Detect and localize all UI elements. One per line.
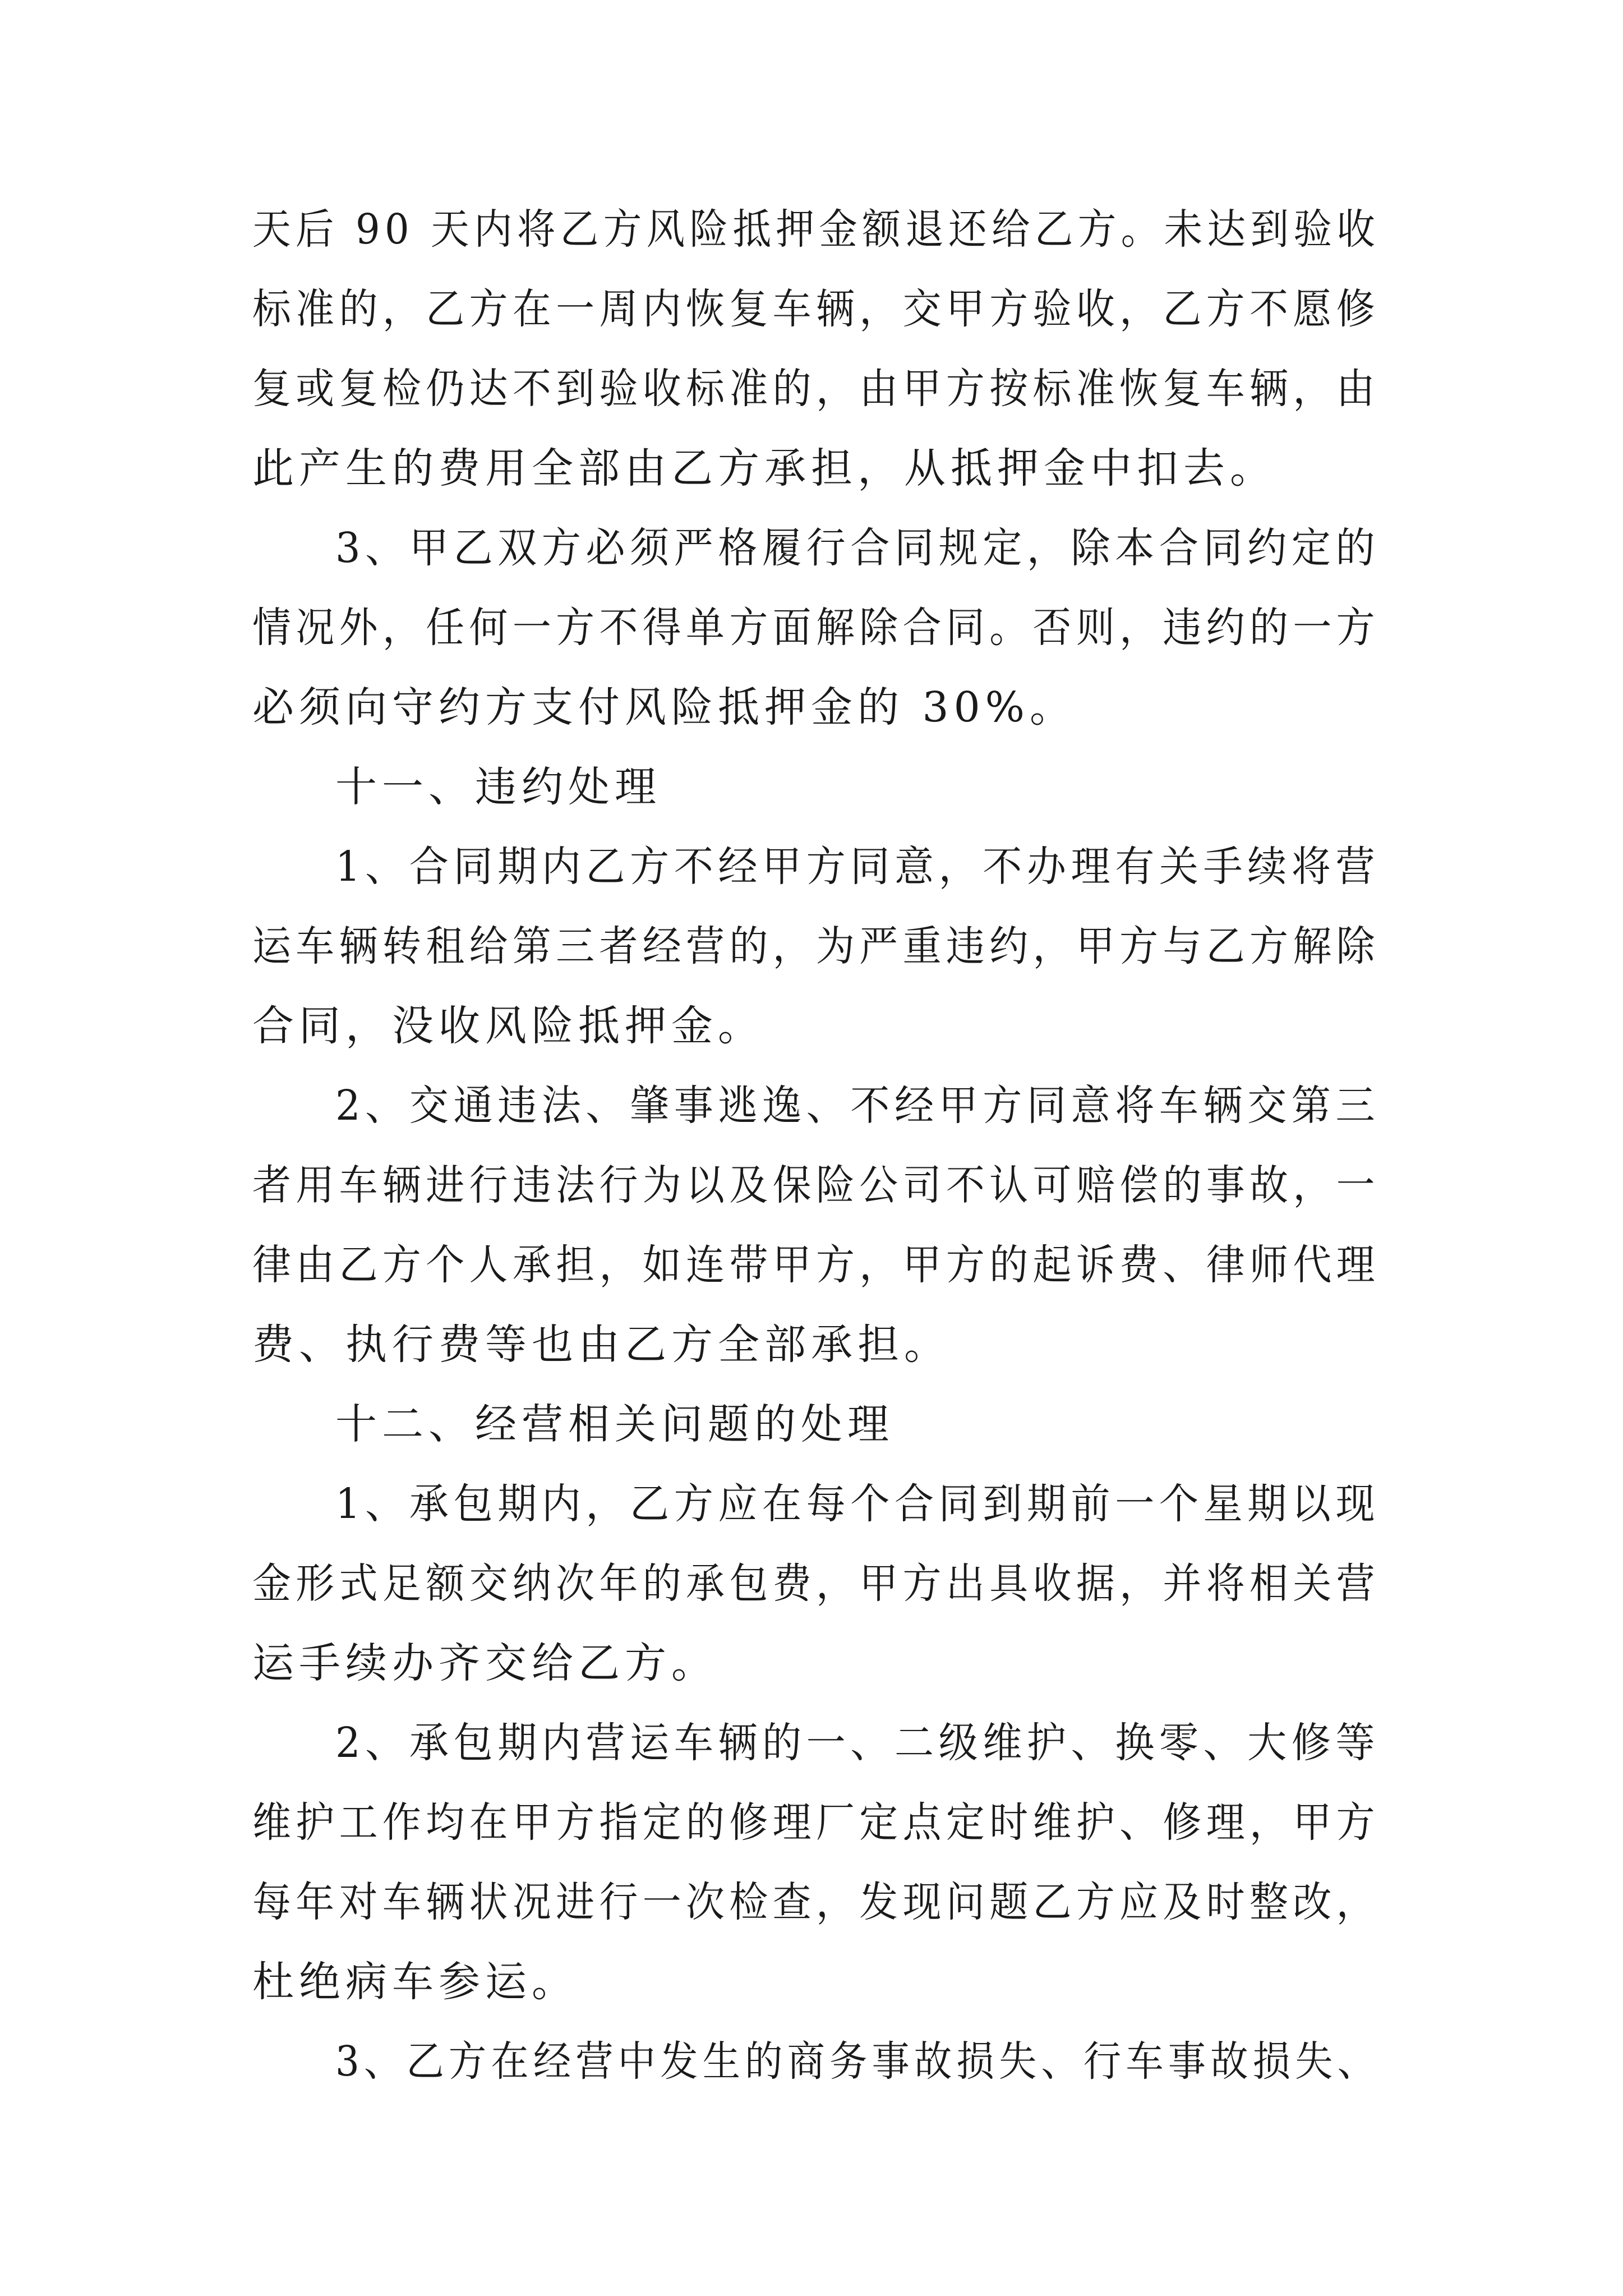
text-line: 1、合同期内乙方不经甲方同意，不办理有关手续将营 (335, 843, 1380, 891)
text-line: 必须向守约方支付风险抵押金的 30%。 (252, 683, 1076, 731)
text-line: 运手续办齐交给乙方。 (252, 1639, 718, 1687)
text-line: 1、承包期内，乙方应在每个合同到期前一个星期以现 (335, 1480, 1380, 1528)
text-line: 费、执行费等也由乙方全部承担。 (252, 1320, 951, 1369)
section-heading: 十二、经营相关问题的处理 (335, 1400, 894, 1448)
text-line: 律由乙方个人承担，如连带甲方，甲方的起诉费、律师代理 (252, 1241, 1380, 1289)
text-line: 天后 90 天内将乙方风险抵押金额退还给乙方。未达到验收 (252, 205, 1380, 254)
text-line: 金形式足额交纳次年的承包费，甲方出具收据，并将相关营 (252, 1559, 1380, 1608)
text-line: 合同，没收风险抵押金。 (252, 1002, 764, 1050)
text-line: 3、甲乙双方必须严格履行合同规定，除本合同约定的 (335, 524, 1380, 572)
text-line: 杜绝病车参运。 (252, 1958, 578, 2006)
text-line: 维护工作均在甲方指定的修理厂定点定时维护、修理，甲方 (252, 1798, 1380, 1847)
text-line: 者用车辆进行违法行为以及保险公司不认可赔偿的事故，一 (252, 1161, 1380, 1209)
text-line: 运车辆转租给第三者经营的，为严重违约，甲方与乙方解除 (252, 922, 1380, 970)
text-line: 3、乙方在经营中发生的商务事故损失、行车事故损失、 (335, 2037, 1380, 2086)
text-line: 此产生的费用全部由乙方承担，从抵押金中扣去。 (252, 444, 1276, 493)
text-line: 标准的，乙方在一周内恢复车辆，交甲方验收，乙方不愿修 (252, 285, 1380, 333)
section-heading: 十一、违约处理 (335, 763, 661, 811)
text-line: 每年对车辆状况进行一次检查，发现问题乙方应及时整改， (252, 1878, 1380, 1926)
text-line: 复或复检仍达不到验收标准的，由甲方按标准恢复车辆，由 (252, 365, 1380, 413)
text-line: 2、交通违法、肇事逃逸、不经甲方同意将车辆交第三 (335, 1082, 1380, 1130)
text-line: 情况外，任何一方不得单方面解除合同。否则，违约的一方 (252, 604, 1380, 652)
text-line: 2、承包期内营运车辆的一、二级维护、换零、大修等 (335, 1719, 1380, 1767)
